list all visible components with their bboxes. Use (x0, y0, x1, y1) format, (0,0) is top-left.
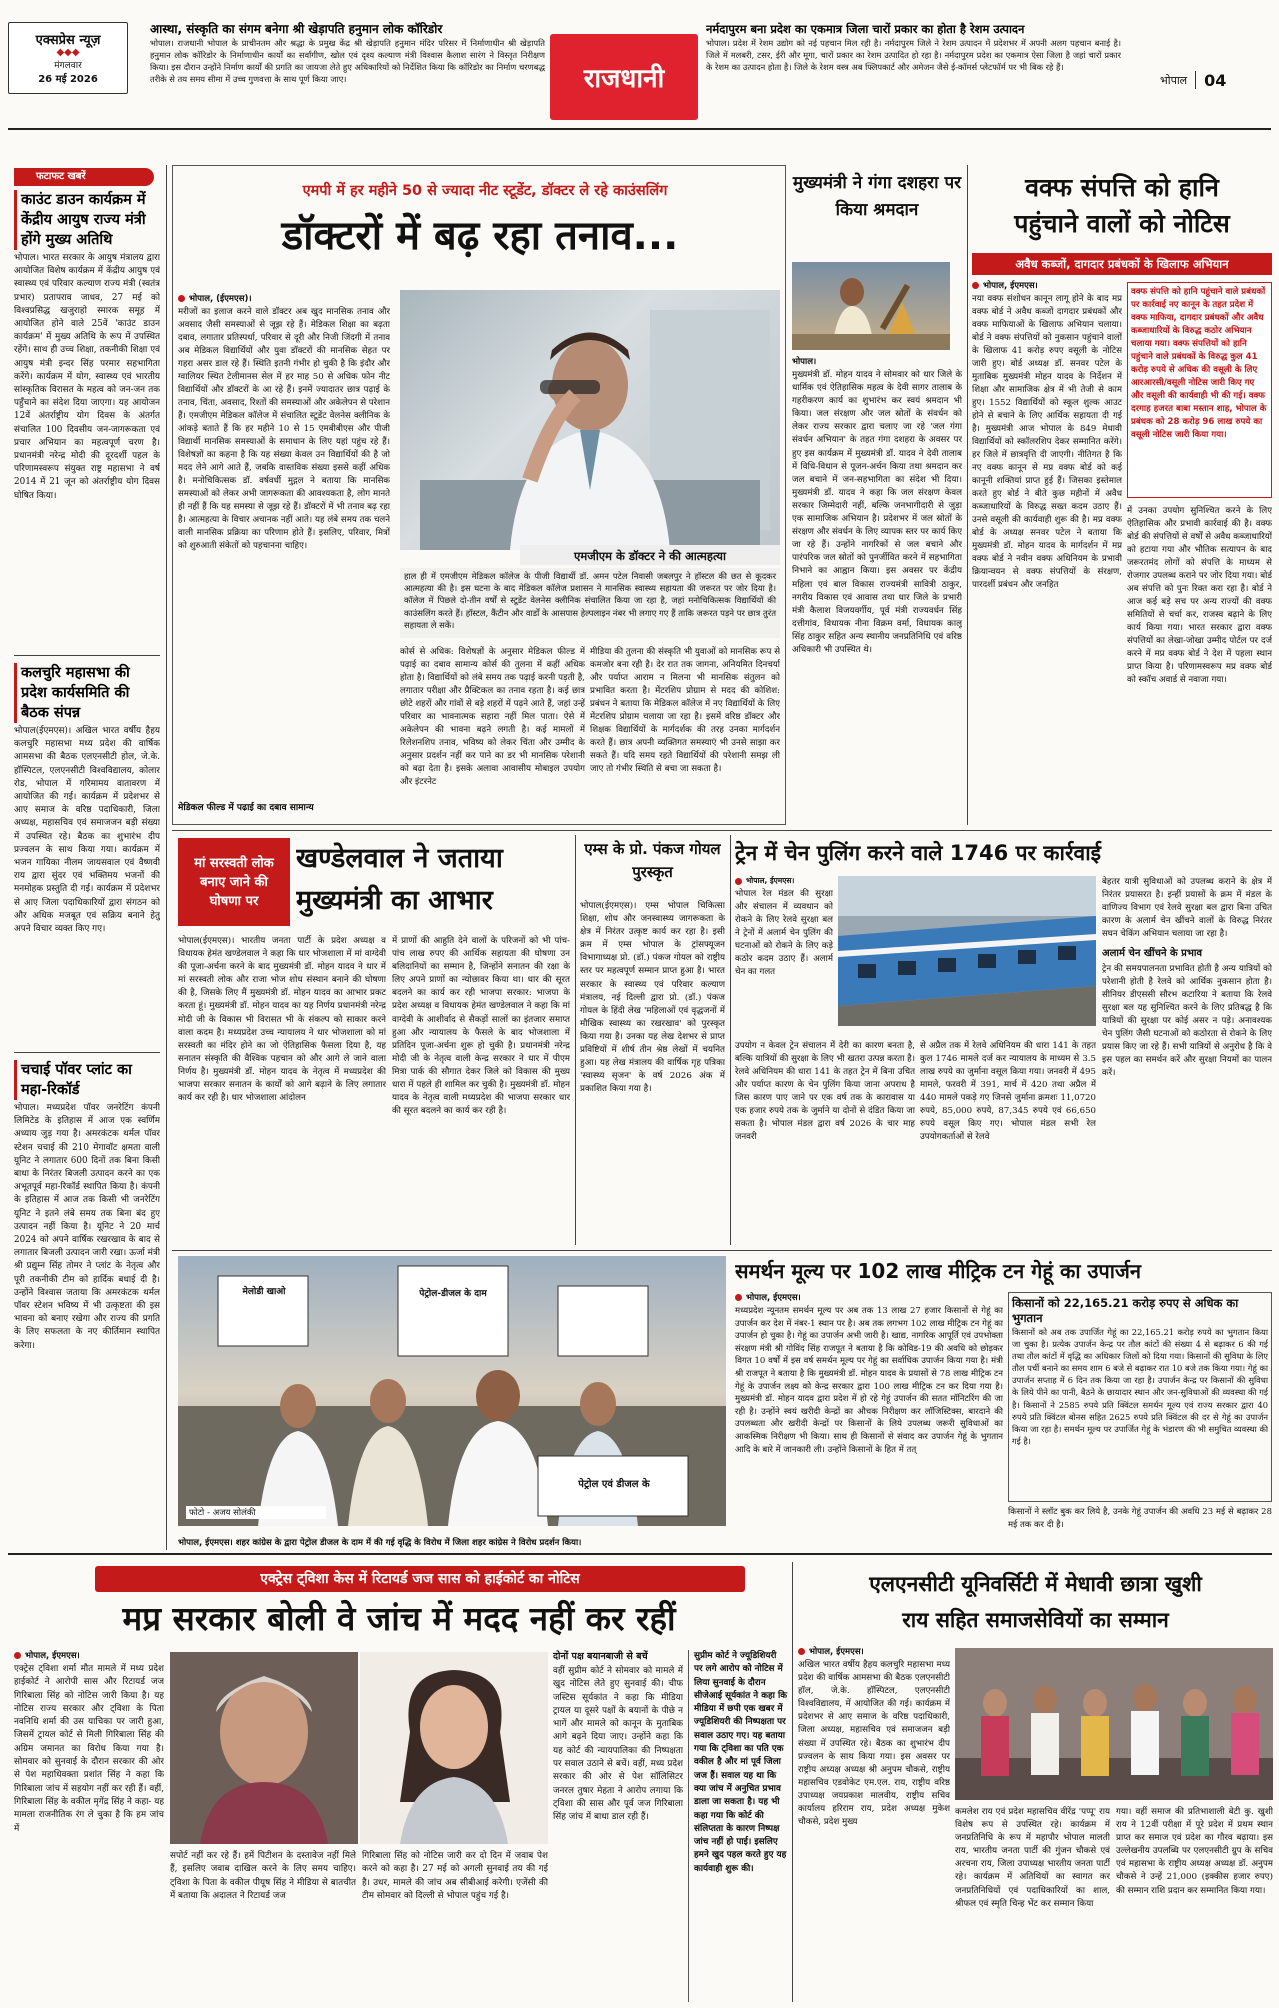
waqf-dateline: भोपाल, ईएमएस। (972, 280, 1122, 291)
train-col-wide: उपयोग न केवल ट्रेन संचालन में देरी का कारण बनता है, बल्कि यात्रियों की सुरक्षा के लिए भी खतरा उत्पन्न करता है। रेलवे अधिनियम की धारा 141 के तहत ट्रेन में बिना उचित और पर्याप्त कारण के चेन पुलिंग किया जाना अपराध है जिस कारण पाए जाने पर एक वर्ष तक के कारावास या एक हजार रुपये तक के जुर्माने या दोनों से दंडित किया जा सकता है। भोपाल मंडल द्वारा वर्ष 2026 के चार माह जनवरी (735, 1041, 915, 1142)
twisha-lnct-divider (792, 1562, 793, 2002)
giribala-singh-photo (170, 1652, 358, 1844)
top-right-story-body: भोपाल। प्रदेश में रेशम उद्योग को नई पहचान मिल रही है। नर्मदापुरम जिले ने रेशम उत्पादन में प्रदेशभर में अपनी अलग पहचान बनाई है। जिले में मलबरी, टसर, ईरी और मूगा, चारों प्रकार का रेशम उत्पादित हो रहा है। नर्मदापुरम प्रदेश का एकमात्र ऐसा जिला है जहां चारों प्रकार के रेशम का उत्पादन होता है। जिले के रेशम वस्त्र अब फ्लिपकार्ट और अमेजन जैसे ई-कॉमर्स प्लेटफॉर्म पर भी बिक रहे हैं। (706, 38, 1121, 72)
lnct-dateline: भोपाल, ईएमएस। (798, 1646, 950, 1657)
protest-photo (178, 1256, 726, 1526)
twisha-sc-box: सुप्रीम कोर्ट ने ज्यूडिशियरी पर लगे आरोप को नोटिस में लिया सुनवाई के दौरान सीजेआई सूर्यकांत ने कहा कि मीडिया में छपी एक खबर में ज्यूडिशियरी की निष्पक्षता पर सवाल उठाए गए। यह बताया गया कि ट्विशा का पति एक वकील है और मां पूर्व जिला जज हैं। सवाल यह था कि क्या जांच में अनुचित प्रभाव डाला जा सकता है। यह भी कहा गया कि कोर्ट की संलिप्तता के कारण निष्पक्ष जांच नहीं हो पाई। इसलिए हमने खुद पहल करते हुए यह कार्यवाही शुरू की। (688, 1650, 788, 2002)
lnct-headline: एलएनसीटी यूनिवर्सिटी में मेधावी छात्रा खुशी राय सहित समाजसेवियों का सम्मान (869, 1572, 1202, 1632)
bullet-icon (798, 1648, 805, 1655)
masthead-day: मंगलवार (54, 61, 82, 71)
cm-shramdaan-photo (792, 262, 950, 350)
placard-1: मेलोडी खाओ (242, 1287, 286, 1297)
twisha-col-under-photo-2: गिरिबाला सिंह को नोटिस जारी कर दो दिन में जवाब पेश करने को कहा है। 27 मई को अगली सुनवाई तय की गई है। उधर, मामले की जांच अब सीबीआई करेगी। एजेंसी की टीम सोमवार को दिल्ली से भोपाल पहुंच गई है। (362, 1851, 548, 1901)
neet-col-3: मीडिया की तुलना की संस्कृति भी युवाओं को मानसिक रूप से कमजोर बना रही है। देर रात तक जागना, अनियमित दिनचर्या और पर्याप्त आराम न मिलना भी मानसिक संतुलन को प्रभावित करता है। मेंटरशिप प्रोग्राम से मदद की कोशिश: प्रबंधन ने बताया कि मेडिकल कॉलेज में नए विद्यार्थियों के लिए मेंटरशिप प्रोग्राम चलाया जा रहा है। इसमें वरिष्ठ डॉक्टर और शिक्षक विद्यार्थियों के मार्गदर्शक की तरह उनका मार्गदर्शन करते हैं। छात्र अपनी व्यक्तिगत समस्याएं भी उनसे साझा कर सकते हैं। यदि समय रहते विद्यार्थियों की परेशानी समझ ली जाए तो गंभीर स्थिति से बचा जा सकता है। (590, 647, 780, 774)
twisha-col-3: दोनों पक्ष बयानबाजी से बचें वहीं सुप्रीम कोर्ट ने सोमवार को मामले में खुद नोटिस लेते हुए सुनवाई की। चीफ जस्टिस सूर्यकांत ने कहा कि मीडिया ट्रायल या दूसरे पक्षों के बयानों के पीछे न भागें और मामले को कानून के मुताबिक आगे बढ़ने दिया जाए। उन्होंने कहा कि यह कोर्ट की न्यायपालिका की निष्पक्षता पर सवाल उठाने से बचें। वहीं, मध्य प्रदेश सरकार की ओर से पेश सॉलिसिटर जनरल तुषार मेहता ने आरोप लगाया कि ट्विशा की सास और पूर्व जज गिरिबाला सिंह जांच में बाधा डाल रही हैं। (553, 1651, 683, 1823)
train-dateline: भोपाल, ईएमएस। (735, 876, 833, 886)
folio-city: भोपाल (1160, 73, 1188, 87)
photo-credit: फोटो - अजय सोलंकी (186, 1506, 326, 1519)
neet-col-1-body: मरीजों का इलाज करने वाले डॉक्टर अब खुद मानसिक तनाव और अवसाद जैसी समस्याओं से जूझ रहे हैं। मेडिकल शिक्षा का बढ़ता दबाव, लगातार प्रतिस्पर्धा, परिवार से दूरी और निजी जिंदगी में तनाव अब मेडिकल विद्यार्थियों और युवा डॉक्टरों की मानसिक सेहत पर गहरा असर डाल रहे हैं। स्थिति इतनी गंभीर हो चुकी है कि इंदौर और ग्वालियर स्थित टेलीमानस सेल में हर माह 50 से अधिक फोन नीट विद्यार्थियों और डॉक्टरों के आ रहे हैं। इनमें ज्यादातर छात्र पढ़ाई के तनाव, चिंता, अवसाद, रिश्तों की समस्याओं और अकेलेपन से परेशान हैं। एमजीएम मेडिकल कॉलेज में संचालित स्टूडेंट वेलनेस क्लीनिक के आंकड़े बताते हैं कि हर महीने 10 से 15 एमबीबीएस और पीजी विद्यार्थी मानसिक समस्याओं के समाधान के लिए यहां पहुंच रहे हैं। विशेषज्ञों का कहना है कि यह संख्या केवल उन विद्यार्थियों की है जो मदद लेने आगे आते हैं, जबकि वास्तविक संख्या इससे कहीं अधिक है। मनोचिकित्सक डॉ. वर्षवर्धी मुद्गल ने बताया कि मानसिक समस्याओं को लेकर अभी जागरूकता की आवश्यकता है, लोग मानते ही नहीं हैं कि यह समस्या से जूझ रहे हैं। डॉक्टरों में भी तनाव बढ़ रहा है। आत्महत्या के विचार अचानक नहीं आते। यह लंबे समय तक चलने वाली मानसिक प्रक्रिया का परिणाम होते हैं। इसलिए, परिवार, मित्रों को शुरुआती संकेतों को पहचानना चाहिए। (178, 307, 390, 551)
wheat-box-title: किसानों को 22,165.21 करोड़ रुपए से अधिक का भुगतान (1012, 1296, 1239, 1325)
bullet-icon (178, 295, 185, 302)
fatafat-item-2-title: कलचुरि महासभा की प्रदेश कार्यसमिति की बैठक संपन्न (14, 663, 160, 723)
bullet-icon (972, 282, 979, 289)
placard-3: पेट्रोल एवं डीजल के (578, 1479, 650, 1490)
train-subhead: अलार्म चेन खींचने के प्रभाव (1102, 948, 1203, 959)
train-col-mid: से अप्रैल तक में रेलवे अधिनियम की धारा 141 के तहत कुल 1746 मामले दर्ज कर न्यायालय के माध्यम से 3.5 लाख रुपये का जुर्माना वसूल किया गया। जनवरी में 495 मामले, फरवरी में 391, मार्च में 420 तथा अप्रैल में 440 मामले पकड़े गए जिनसे जुर्माना क्रमशः 11,0720 रुपये, 85,000 रुपये, 87,345 रुपये एवं 66,650 रुपये वसूल किए गए। भोपाल मंडल सभी रेल उपयोगकर्ताओं से रेलवे (920, 1041, 1096, 1142)
goyal-train-divider (730, 835, 731, 1245)
waqf-col-1: भोपाल, ईएमएस। नया वक्फ संशोधन कानून लागू होने के बाद मप्र वक्फ बोर्ड ने अवैध कब्जों दागदार प्रबंधकों और वक्फ माफियाओं के खिलाफ अभियान चलाया। बोर्ड ने वक्फ संपत्तियों को नुकसान पहुंचाने वालों के खिलाफ 41 करोड़ रुपए वसूली के नोटिस जारी हुए। बोर्ड अध्यक्ष डॉ. सनवर पटेल के मुताबिक मुख्यमंत्री मोहन यादव के निर्देशन में शिक्षा और सामाजिक क्षेत्र में भी तेजी से काम हुए। 1552 विद्यार्थियों को स्कूल शुल्क आउट होने से बचाने के लिए आर्थिक सहायता दी गई है। मुख्यमंत्री आज भोपाल के 849 मेधावी विद्यार्थियों को स्कॉलरशिप देकर सम्मानित करेंगे। हर जिले में छात्रवृत्ति दी जाएगी। नीतिगत है कि नए वक्फ कानून से मप्र वक्फ बोर्ड को कई कानूनी शक्तियां प्राप्त हुई हैं। जिसका इस्तेमाल करते हुए बोर्ड ने बीते कुछ महीनों में अवैध कब्जाधारियों के विरुद्ध सख्त कदम उठाए हैं। उनसे वसूली की कार्यवाही शुरू की है। मप्र वक्फ बोर्ड के अध्यक्ष सनवर पटेल ने बताया कि मुख्यमंत्री डॉ. मोहन यादव के मार्गदर्शन में मप्र वक्फ बोर्ड ने नवीन वक्फ अधिनियम के प्रभावी क्रियान्वयन से वक्फ संपत्तियों के संरक्षण, पारदर्शी प्रबंधन और जनहित (972, 281, 1122, 590)
section-banner (550, 34, 698, 120)
masthead-rule (8, 128, 1271, 130)
ganga-dateline: भोपाल। (792, 357, 817, 367)
fatafat-item-1 (14, 190, 160, 652)
fatafat-divider-2 (14, 1052, 160, 1053)
neet-photo-caption-body: हाल ही में एमजीएम मेडिकल कॉलेज के पीजी विद्यार्थी डॉ. अमन पटेल निवासी जबलपुर ने हॉस्टल की छत से कूदकर आत्महत्या की है। इस घटना के बाद मेडिकल कॉलेज प्रशासन ने मानसिक स्वास्थ्य सहायता की जरूरत पर जोर दिया है। कॉलेज में पिछले दो-तीन वर्षों से स्टूडेंट वेलनेस क्लीनिक संचालित किया जा रहा है, जहां मनोचिकित्सक विद्यार्थियों की काउंसलिंग करते हैं। हॉस्टल, कैंटीन और वार्डों के आसपास हेल्पलाइन नंबर भी लगाए गए हैं ताकि जरूरत पड़ने पर छात्र तुरंत सहायता ले सकें। (400, 568, 780, 638)
twisha-headline: मप्र सरकार बोली वे जांच में मदद नहीं कर रहीं (122, 1599, 676, 1638)
neet-col-1-sub: मेडिकल फील्ड में पढ़ाई का दबाव सामान्य (178, 803, 314, 811)
khandelwal-goyal-divider (575, 835, 576, 1245)
waqf-headline: वक्फ संपत्ति को हानि पहुंचाने वालों को नोटिस (1014, 173, 1230, 238)
waqf-tagline: अवैध कब्जों, दागदार प्रबंधकों के खिलाफ अभियान (972, 253, 1272, 275)
stressed-doctor-illustration (400, 290, 780, 550)
top-right-story-title: नर्मदापुरम बना प्रदेश का एकमात्र जिला चारों प्रकार का होता है रेशम उत्पादन (706, 22, 1025, 36)
top-left-story-body: भोपाल। राजधानी भोपाल के प्राचीनतम और श्रद्धा के प्रमुख केंद्र श्री खेड़ापति हनुमान मंदिर परिसर में निर्माणाधीन श्री खेड़ापति हनुमान लोक कॉरिडोर के निर्माणाधीन कार्यों का सर्वांगीण, खोल एवं दृश्य कल्याण मंत्री विश्वास कैलाश सारंग ने विस्तृत निरीक्षण किया। इस दौरान उन्होंने निर्माण कार्यों की प्रगति का जायजा लेते हुए अधिकारियों को निर्देशित किया कि कॉरिडोर का निर्माण चरणबद्ध तरीके से तय समय सीमा में उच्च गुणवत्ता के साथ पूर्ण किया जाए। (150, 38, 545, 84)
lnct-col-3: गया। वहीं समाज की प्रतिभाशाली बेटी कु. खुशी राय ने 12वीं परीक्षा में पूरे प्रदेश में प्रथम स्थान प्राप्त कर समाज एवं प्रदेश का गौरव बढ़ाया। इस उल्लेखनीय उपलब्धि पर एलएनसीटी ग्रुप के सचिव एवं महासभा के राष्ट्रीय अध्यक्ष अध्यक्ष डॉ. अनुपम चौकसे ने उन्हें 21,000 (इक्कीस हजार रुपए) की सम्मान राशि प्रदान कर सम्मानित किया गया। (1116, 1807, 1273, 1896)
neet-col-1 (178, 293, 390, 803)
top-right-story (706, 22, 1121, 122)
cm-shramdaan-illustration (792, 262, 950, 350)
masthead-paper-box (8, 22, 128, 94)
twisha-col-under-photo-1: सपोर्ट नहीं कर रहे हैं। हमें पिटीशन के दस्तावेज नहीं मिले हैं, इसलिए जवाब दाखिल करने के लिए समय चाहिए। ट्विशा के पिता के वकील पीयूष सिंह ने मीडिया से बातचीत में बताया कि अदालत ने रिटायर्ड जज (170, 1851, 356, 1901)
protest-caption: भोपाल, ईएमएस। शहर कांग्रेस के द्वारा पेट्रोल डीजल के दाम में की गई वृद्धि के विरोध में जिला शहर कांग्रेस ने विरोध प्रदर्शन किया। (178, 1538, 582, 1548)
fatafat-divider-1 (14, 655, 160, 656)
wheat-box: किसानों को 22,165.21 करोड़ रुपए से अधिक का भुगतान किसानों को अब तक उपार्जित गेहूं का 22,165.21 करोड़ रुपये का भुगतान किया जा चुका है। प्रत्येक उपार्जन केन्द्र पर तौल कांटों की संख्या 4 से बढ़ाकर 6 की गई तथा तौल कांटों में वृद्धि का अधिकार जिलों को दिया गया। किसानों की सुविधा के लिए तौल पर्ची बनाने का समय शाम 6 बजे से बढ़ाकर रात 10 बजे तक किया गया। गेहूं का उपार्जन सप्ताह में 6 दिन तक किया जा रहा है। उपार्जन केन्द्र पर किसानों की सुविधा के लिये पीने का पानी, बैठने के छायादार स्थान और जन-सुविधाओं की व्यवस्था की गई है। किसानों ने 2585 रुपये प्रति क्विंटल समर्थन मूल्य एवं राज्य सरकार द्वारा 40 रुपये प्रति क्विंटल बोनस सहित 2625 रुपये प्रति क्विंटल की दर से गेहूं का उपार्जन किया जा रहा है। समर्थन मूल्य पर उपार्जित गेहूं के भंडारण की भी समुचित व्यवस्था की गई है। (1008, 1292, 1272, 1502)
train-col-1: भोपाल, ईएमएस। भोपाल रेल मंडल की सुरक्षा और संचालन में व्यवधान को रोकने के लिए रेलवे सुरक्षा बल ने ट्रेनों में अलार्म चेन पुलिंग की घटनाओं को रोकने के लिए कड़े कठोर कदम उठाए हैं। अलार्म चेन का गलत (735, 876, 833, 977)
bullet-icon (14, 1652, 21, 1659)
train-col-right: बेहतर यात्री सुविधाओं को उपलब्ध कराने के क्षेत्र में निरंतर प्रयासरत है। इन्हीं प्रयासों के क्रम में मंडल के वाणिज्य विभाग एवं रेलवे सुरक्षा बल द्वारा बिना उचित कारण के अलार्म चेन खींचने वालों के विरुद्ध निरंतर सघन चेकिंग अभियान चलाया जा रहा है। अलार्म चेन खींचने के प्रभाव ट्रेन की समयपालनता प्रभावित होती है अन्य यात्रियों को परेशानी होती है रेलवे को आर्थिक नुकसान होता है। सीनियर डीएससी सौरभ कटारिया ने बताया कि रेलवे सुरक्षा बल यह सुनिश्चित करने के लिए प्रतिबद्ध है कि यात्रियों की सुरक्षा पर कोई असर न पड़े। अनावश्यक चेन पुलिंग जैसी घटनाओं को कठोरता से रोकने के लिए प्रयास किए जा रहे हैं। सभी यात्रियों से अनुरोध है कि वे इस पहल का समर्थन करें और सुरक्षा नियमों का पालन करें। (1102, 877, 1272, 1078)
khandelwal-col-1: भोपाल(ईएमएस)। भारतीय जनता पार्टी के प्रदेश अध्यक्ष व विधायक हेमंत खण्डेलवाल ने कहा कि धार भोजशाला में मां वाग्देवी की पूजा-अर्चना करने के बाद मुख्यमंत्री डॉ. मोहन यादव ने धार में मां सरस्वती लोक और राजा भोज शोध संस्थान बनाने की घोषणा की है, जिसके लिए मैं मुख्यमंत्री डॉ. मोहन यादव का आभार प्रकट करता हूं। मुख्यमंत्री डॉ. मोहन यादव का यह निर्णय प्रधानमंत्री नरेन्द्र मोदी जी के विकास भी विरासत भी के संकल्प को साकार करने वाला कदम है। मध्यप्रदेश उच्च न्यायालय ने धार भोजशाला को मां सरस्वती का मंदिर होने का जो ऐतिहासिक फैसला दिया है, यह सनातन संस्कृति की वैश्विक पहचान को और आगे ले जाने वाला निर्णय है। मुख्यमंत्री डॉ. मोहन यादव के नेतृत्व में मध्यप्रदेश की भाजपा सरकार सनातन के कार्यों को आगे बढ़ाने के लिए लगातार कार्य कर रही है। धार भोजशाला आंदोलन (178, 936, 386, 1104)
goyal-body: भोपाल(ईएमएस)। एम्स भोपाल चिकित्सा शिक्षा, शोध और जनस्वास्थ्य जागरूकता के क्षेत्र में निरंतर उत्कृष्ट कार्य कर रहा है। इसी क्रम में एम्स भोपाल के ट्रांसफ्यूजन विभागाध्यक्ष प्रो. (डॉ.) पंकज गोयल को राष्ट्रीय स्तर पर महत्वपूर्ण सम्मान प्राप्त हुआ है। भारत सरकार के स्वास्थ्य एवं परिवार कल्याण मंत्रालय, नई दिल्ली द्वारा प्रो. (डॉ.) पंकज गोयल के हिंदी लेख 'महिलाओं एवं वृद्धजनों में मौखिक स्वास्थ्य का रखरखाव' को पुरस्कृत किया गया है। उनका यह लेख देशभर से प्राप्त प्रविष्टियों में शीर्ष तीन श्रेष्ठ लेखों में चयनित हुआ। यह लेख मंत्रालय की वार्षिक गृह पत्रिका 'स्वास्थ्य सृजन' के वर्ष 2026 अंक में प्रकाशित किया गया है। (580, 901, 725, 1095)
neet-col-2: कोर्स से अधिक: विशेषज्ञों के अनुसार मेडिकल फील्ड में पढ़ाई का दबाव सामान्य कोर्स की तुलना में कहीं अधिक होता है। विद्यार्थियों को लंबे समय तक पढ़ाई करनी पड़ती है, लगातार परीक्षा और प्रैक्टिकल का तनाव रहता है। कई छात्र छोटे शहरों और गांवों से बड़े शहरों में पढ़ने आते हैं, जहां उन्हें परिवार का भावनात्मक सहारा नहीं मिल पाता। ऐसे में अकेलेपन की भावना बढ़ने लगती है। कई मामलों में रिलेशनशिप तनाव, भविष्य को लेकर चिंता और उम्मीद के अनुसार प्रदर्शन नहीं कर पाने का डर भी मानसिक परेशानी को बढ़ा देता है। इसके अलावा आवासीय मोबाइल उपयोग और इंटरनेट (400, 647, 585, 787)
train-illustration (838, 876, 1096, 1026)
left-column-rule (166, 165, 167, 1550)
ganga-body: भोपाल। मुख्यमंत्री डॉ. मोहन यादव ने सोमवार को धार जिले के धार्मिक एवं ऐतिहासिक महत्व के देवी सागर तालाब के गहरीकरण कार्य का शुभारंभ कर स्वयं श्रमदान भी किया। जल संरक्षण और जल स्रोतों के संवर्धन को लेकर राज्य सरकार द्वारा चलाए जा रहे 'जल गंगा संवर्धन अभियान' के तहत गंगा दशहरा के अवसर पर हुए इस कार्यक्रम में मुख्यमंत्री डॉ. यादव ने देवी तालाब में विधि-विधान से पूजन-अर्चन किया तथा श्रमदान कर जल बचाने में जन-सहभागिता का संदेश भी दिया। मुख्यमंत्री डॉ. यादव ने कहा कि जल संरक्षण केवल सरकार जिम्मेदारी नहीं, बल्कि जनभागीदारी से जुड़ा एक सामाजिक अभियान है। प्रदेशभर में जल स्रोतों के संरक्षण और संवर्धन के लिए व्यापक स्तर पर कार्य किए जा रहे हैं। उन्होंने नागरिकों से जल बचाने और पारंपरिक जल स्रोतों को पुनर्जीवित करने में सहभागिता निभाने का आह्वान किया। इस अवसर पर केंद्रीय महिला एवं बाल विकास राज्यमंत्री सावित्री ठाकुर, नगरीय विकास एवं आवास तथा धार जिले के प्रभारी मंत्री कैलाश विजयवर्गीय, पूर्व मंत्री राज्यवर्धन सिंह दत्तीगांव, विधायक नीना विक्रम वर्मा, विधायक कालू सिंह ठाकुर सहित अन्य स्थानीय जनप्रतिनिधि एवं वरिष्ठ अधिकारी भी उपस्थित थे। (792, 357, 962, 655)
top-left-story-title: आस्था, संस्कृति का संगम बनेगा श्री खेड़ापति हनुमान लोक कॉरिडोर (150, 22, 443, 36)
stressed-doctor-photo (400, 290, 780, 550)
paper-emblem-icon: ◆◆◆ (56, 47, 80, 58)
ganga-waqf-divider (967, 165, 968, 825)
wheat-dateline: भोपाल, ईएमएस। (735, 1292, 1003, 1303)
page-folio (1160, 68, 1275, 92)
neet-photo-caption-title: एमजीएम के डॉक्टर ने की आत्महत्या (520, 545, 780, 565)
section-title: राजधानी (583, 64, 665, 94)
row-3-bottom-rule (8, 1553, 1272, 1555)
row-1-bottom-rule (172, 830, 1272, 831)
neet-subhead: एमपी में हर महीने 50 से ज्यादा नीट स्टूडेंट, डॉक्टर ले रहे काउंसलिंग (302, 183, 668, 199)
ganga-headline: मुख्यमंत्री ने गंगा दशहरा पर किया श्रमदान (792, 173, 962, 220)
khandelwal-headline: खण्डेलवाल ने जताया मुख्यमंत्री का आभार (296, 843, 503, 916)
goyal-headline: एम्स के प्रो. पंकज गोयल पुरस्कृत (584, 840, 721, 881)
paper-name: एक्सप्रेस न्यूज़ (35, 33, 101, 48)
saraswati-box: मां सरस्वती लोक बनाए जाने की घोषणा पर (178, 838, 290, 926)
wheat-body: भोपाल, ईएमएस। मध्यप्रदेश न्यूनतम समर्थन मूल्य पर अब तक 13 लाख 27 हजार किसानों से गेहूं का उपार्जन कर देश में नंबर-1 स्थान पर है। अब तक लगभग 102 लाख मीट्रिक टन गेहूं का उपार्जन हो चुका है। गेहूं का उपार्जन अभी जारी है। खाद्य, नागरिक आपूर्ति एवं उपभोक्ता संरक्षण मंत्री श्री गोविंद सिंह राजपूत ने बताया है कि कोविड-19 की अवधि को छोड़कर विगत 10 वर्षों में इस वर्ष समर्थन मूल्य पर गेहूं का सर्वाधिक उपार्जन किया गया है। मंत्री श्री राजपूत ने बताया है कि मुख्यमंत्री डॉ. मोहन यादव के प्रयासों से 78 लाख मीट्रिक टन गेहूं के उपार्जन लक्ष्य को केन्द्र सरकार द्वारा 100 लाख मीट्रिक टन कर दिया गया है। मुख्यमंत्री डॉ. मोहन यादव द्वारा प्रदेश में हो रहे गेहूं उपार्जन की सतत मॉनिटरिंग की जा रही है। उन्होंने स्वयं खरीदी केन्द्रों का औचक निरीक्षण कर लॉजिस्टिक्स, बारदाने की उपलब्धता और खरीदी केन्द्रों पर किसानों के लिये उपलब्ध जरूरी सुविधाओं का आकस्मिक निरीक्षण भी किया। साथ ही किसानों से संवाद कर उपार्जन गेहूं के भुगतान आदि के बारे में जानकारी ली। उन्होंने किसानों के हित में तत् (735, 1293, 1003, 1455)
bullet-icon (735, 878, 742, 885)
neet-headline: डॉक्टरों में बढ़ रहा तनाव... (281, 213, 679, 259)
twisha-dateline: भोपाल, ईएमएस। (14, 1650, 164, 1661)
fatafat-item-2 (14, 663, 160, 1046)
row-2-bottom-rule (172, 1250, 1272, 1251)
masthead-date: 26 मई 2026 (38, 74, 98, 85)
lnct-col-1: भोपाल, ईएमएस। अखिल भारत वर्षीय हैहय कलचुरि महासभा मध्य प्रदेश की वार्षिक आमसभा की बैठक एलएनसीटी हॉल, जे.के. हॉस्पिटल, एलएनसीटी विश्वविद्यालय, में आयोजित की गई। कार्यक्रम में प्रदेशभर से आए समाज के वरिष्ठ पदाधिकारी, जिला अध्यक्ष, महासचिव एवं समाजजन बड़ी संख्या में उपस्थित रहे। बैठक का शुभारंभ दीप प्रज्वलन के साथ किया गया। इस अवसर पर राष्ट्रीय अध्यक्ष अध्यक्ष श्री अनुपम चौकसे, राष्ट्रीय महासचिव एडवोकेट एम.एल. राय, राष्ट्रीय वरिष्ठ उपाध्यक्ष जयप्रकाश मालवीय, राष्ट्रीय सचिव कार्यालय हरिराम राय, प्रदेश अध्यक्ष मुकेश चौकसे, प्रदेश मुख्य (798, 1647, 950, 1828)
fatafat-item-1-title: काउंट डाउन कार्यक्रम में केंद्रीय आयुष राज्य मंत्री होंगे मुख्य अतिथि (14, 190, 160, 250)
lnct-felicitation-illustration (955, 1648, 1273, 1800)
fatafat-item-2-body: भोपाल(ईएमएस)। अखिल भारत वर्षीय हैहय कलचुरि महासभा मध्य प्रदेश की वार्षिक आमसभा की बैठक एलएनसीटी होल, जे.के. हॉस्पिटल, एलएनसीटी विश्वविद्यालय, कोलार रोड, भोपाल में गरिमामय वातावरण में आयोजित की गई। कार्यक्रम में प्रदेशभर से आए समाज के वरिष्ठ पदाधिकारी, जिला अध्यक्ष, महासचिव एवं समाजजन बड़ी संख्या में उपस्थित रहे। बैठक का शुभारंभ दीप प्रज्वलन के साथ किया गया। कार्यक्रम में भजन गायिका नीलम जायसवाल एवं वैष्णवी राय द्वारा सुंदर एवं भक्तिमय भजनों की मनमोहक प्रस्तुति दी गई। कार्यक्रम में प्रदेशभर से आए जिला पदाधिकारियों द्वारा संगठन को और अधिक मजबूत एवं सक्रिय बनाने हेतु अपने विचार व्यक्त किए गए। (14, 726, 160, 935)
twisha-sharma-illustration (360, 1652, 548, 1844)
fatafat-item-3-body: भोपाल। मध्यप्रदेश पॉवर जनरेटिंग कंपनी लिमिटेड के इतिहास में आज एक स्वर्णिम अध्याय जुड़ गया है। अमरकंटक थर्मल पॉवर स्टेशन चचाई की 210 मेगावॉट क्षमता वाली यूनिट ने लगातार 600 दिनों तक बिना किसी बाधा के निरंतर बिजली उत्पादन करने का एक अभूतपूर्व महा-रिकॉर्ड स्थापित किया है। कंपनी के इतिहास में आज तक किसी भी जनरेटिंग यूनिट ने इतने लंबे समय तक बिना बंद हुए उत्पादन नहीं किया है। यूनिट ने 20 मार्च 2024 को अपने वार्षिक रखरखाव के बाद से लगातार बिजली उत्पादन जारी रखा। ऊर्जा मंत्री श्री प्रद्युम्न सिंह तोमर ने प्लांट के नेतृत्व और पूरी तकनीकी टीम को हार्दिक बधाई दी है। उन्होंने विश्वास जताया कि अमरकंटक थर्मल पॉवर स्टेशन भविष्य में भी उत्कृष्टता की इस भावना को बनाए रखेगा और राज्य की प्रगति के लिए सफलता के नए कीर्तिमान स्थापित करेगा। (14, 1103, 160, 1351)
twisha-sub2: दोनों पक्ष बयानबाजी से बचें (553, 1651, 648, 1662)
folio-page-number: 04 (1204, 70, 1227, 90)
bullet-icon (735, 1294, 742, 1301)
placard-2: पेट्रोल-डीजल के दाम (419, 1289, 487, 1299)
lnct-felicitation-photo (955, 1648, 1273, 1800)
waqf-col-2: में उनका उपयोग सुनिश्चित करने के लिए ऐतिहासिक और प्रभावी कार्रवाई की है। वक्फ बोर्ड की संपत्तियों से वर्षों से अवैध कब्जाधारियों को हटाया गया और भौतिक सत्यापन के बाद जरूरतमंद लोगों को संपत्ति के माध्यम से रोजगार उपलब्ध कराने पर जोर दिया गया। बोर्ड अब संपत्ति को पुनः रिक्त करा रहा है। बोर्ड ने आज कई बड़े सच पर अन्य राज्यों की वक्फ समितियों से चर्चा कर, राजस्व बढ़ाने के लिए कार्य किया गया। भारत सरकार द्वारा वक्फ संपत्तियों का लेखा-जोखा उम्मीद पोर्टल पर दर्ज करने में मप्र वक्फ बोर्ड ने देश में पहला स्थान प्राप्त किया है। परिणामस्वरूप मप्र वक्फ बोर्ड को स्कॉच अवार्ड से नवाजा गया। (1127, 506, 1272, 685)
fatafat-label: फटाफट खबरें (14, 168, 154, 186)
train-photo (838, 876, 1096, 1026)
khandelwal-col-2: में प्राणों की आहुति देने वालों के परिजनों को भी पांच-पांच लाख रुपए की आर्थिक सहायता की घोषणा उन बलिदानियों का सम्मान है, जिन्होंने सनातन की रक्षा के लिए अपने प्राणों का न्योछावर किया था। धार की सूरत बदलने का कार्य कर रही भाजपा सरकार: भाजपा के प्रदेश अध्यक्ष व विधायक हेमंत खण्डेलवाल ने कहा कि मां वाग्देवी के आशीर्वाद से सैकड़ों सालों का इंतजार समाप्त हुआ और न्यायालय के फैसले के बाद भोजशाला में प्रतिदिन पूजा-अर्चना शुरू हो चुकी है। प्रधानमंत्री नरेन्द्र मोदी जी के नेतृत्व वाली केन्द्र सरकार ने धार में पीएम मित्रा पार्क की सौगात देकर जिले को विकास की मुख्य धारा में पहले ही शामिल कर चुकी है। मुख्यमंत्री डॉ. मोहन यादव के नेतृत्व वाली मध्यप्रदेश की भाजपा सरकार धार की सूरत बदलने का कार्य कर रही है। (392, 936, 570, 1117)
giribala-singh-illustration (170, 1652, 358, 1844)
train-headline: ट्रेन में चेन पुलिंग करने वाले 1746 पर कार्रवाई (735, 841, 1101, 865)
twisha-sharma-photo (360, 1652, 548, 1844)
top-left-story (150, 22, 545, 122)
neet-dateline: भोपाल, (ईएमएस)। (178, 293, 390, 304)
twisha-kicker: एक्ट्रेस ट्विशा केस में रिटायर्ड जज सास को हाईकोर्ट का नोटिस (95, 1566, 745, 1592)
fatafat-item-3-title: चचाई पॉवर प्लांट का महा-रिकॉर्ड (14, 1060, 160, 1100)
lnct-col-2: कमलेश राय एवं प्रदेश महासचिव वीरेंद्र 'पप्पू' राय विशेष रूप से उपस्थित रहे। कार्यक्रम में जनप्रतिनिधि के रूप में महापौर भोपाल मालती राय, भारतीय जनता पार्टी की गुंजन चौकसे एवं अरचना राय, जिला उपाध्यक्ष भारतीय जनता पार्टी रहे। कार्यक्रम में अतिथियों का स्वागत कर जनप्रतिनिधियों एवं पदाधिकारियों का शाल, श्रीफल एवं स्मृति चिन्ह भेंट कर सम्मान किया (955, 1807, 1110, 1909)
wheat-tail: किसानों ने स्लॉट बुक कर लिये है, उनके गेहूं उपार्जन की अवधि 23 मई से बढ़ाकर 28 मई तक कर दी है। (1008, 1507, 1272, 1530)
fatafat-item-1-body: भोपाल। भारत सरकार के आयुष मंत्रालय द्वारा आयोजित विशेष कार्यक्रम में केंद्रीय आयुष एवं स्वास्थ्य एवं परिवार कल्याण राज्य मंत्री (स्वतंत्र प्रभार) प्रतापराव जाधव, 27 मई को विश्वप्रसिद्ध खजुराहो स्मारक समूह में आयोजित होने वाले 25वें 'काउंट डाउन कार्यक्रम' में मुख्य अतिथि के रूप में उपस्थित रहेंगे। साथ ही उच्च शिक्षा, तकनीकी शिक्षा एवं आयुष मंत्री इन्दर सिंह परमार सहभागिता करेंगे। कार्यक्रम में योग, स्वास्थ्य एवं भारतीय सांस्कृतिक विरासत के महत्व को जन-जन तक पहुँचाने का संदेश दिया जाएगा। यह आयोजन 12वें अंतर्राष्ट्रीय योग दिवस के अंतर्गत संचालित 100 दिवसीय जन-जागरूकता एवं प्रचार अभियान का महत्वपूर्ण चरण है। प्रधानमंत्री नरेन्द्र मोदी की दूरदर्शी पहल के परिणामस्वरूप संयुक्त राष्ट्र महासभा ने वर्ष 2014 में 21 जून को अंतर्राष्ट्रीय योग दिवस घोषित किया। (14, 253, 160, 501)
waqf-highlight-box: वक्फ संपत्ति को हानि पहुंचाने वाले प्रबंधकों पर कार्रवाई नए कानून के तहत प्रदेश में वक्फ माफिया, दागदार प्रबंधकों और अवैध कब्जाधारियों के विरुद्ध कठोर अभियान चलाया गया। वक्फ संपत्तियों को हानि पहुंचाने वाले प्रबंधकों के विरुद्ध कुल 41 करोड़ रुपये से अधिक की वसूली के लिए आरआरसी/वसूली नोटिस जारी किए गए और वसूली की कार्यवाही भी की गई। वक्फ दरगाह हजरत बाबा मस्तान शाह, भोपाल के प्रबंधक को 28 करोड़ 96 लाख रुपये का वसूली नोटिस जारी किया गया। (1127, 282, 1272, 498)
fatafat-item-3 (14, 1060, 160, 1550)
twisha-col-1: भोपाल, ईएमएस। एक्ट्रेस ट्विशा शर्मा मौत मामले में मध्य प्रदेश हाईकोर्ट ने आरोपी सास और रिटायर्ड जज गिरिबाला सिंह को नोटिस जारी किया है। यह नोटिस राज्य सरकार और ट्विशा के पिता नवनिधि शर्मा की उस याचिका पर जारी हुआ, जिसमें ट्रायल कोर्ट से मिली गिरिबाला सिंह की अग्रिम जमानत का विरोध किया गया है। सोमवार को सुनवाई के दौरान सरकार की ओर से पेश महाधिवक्ता प्रशांत सिंह ने कहा कि गिरिबाला जांच में सहयोग नहीं कर रही हैं। वहीं, गिरिबाला सिंह के वकील मृगेंद्र सिंह ने कहा- यह मामला राजनीतिक रंग ले चुका है कि हम जांच में (14, 1651, 164, 1834)
wheat-headline: समर्थन मूल्य पर 102 लाख मीट्रिक टन गेहूं का उपार्जन (735, 1259, 1141, 1283)
